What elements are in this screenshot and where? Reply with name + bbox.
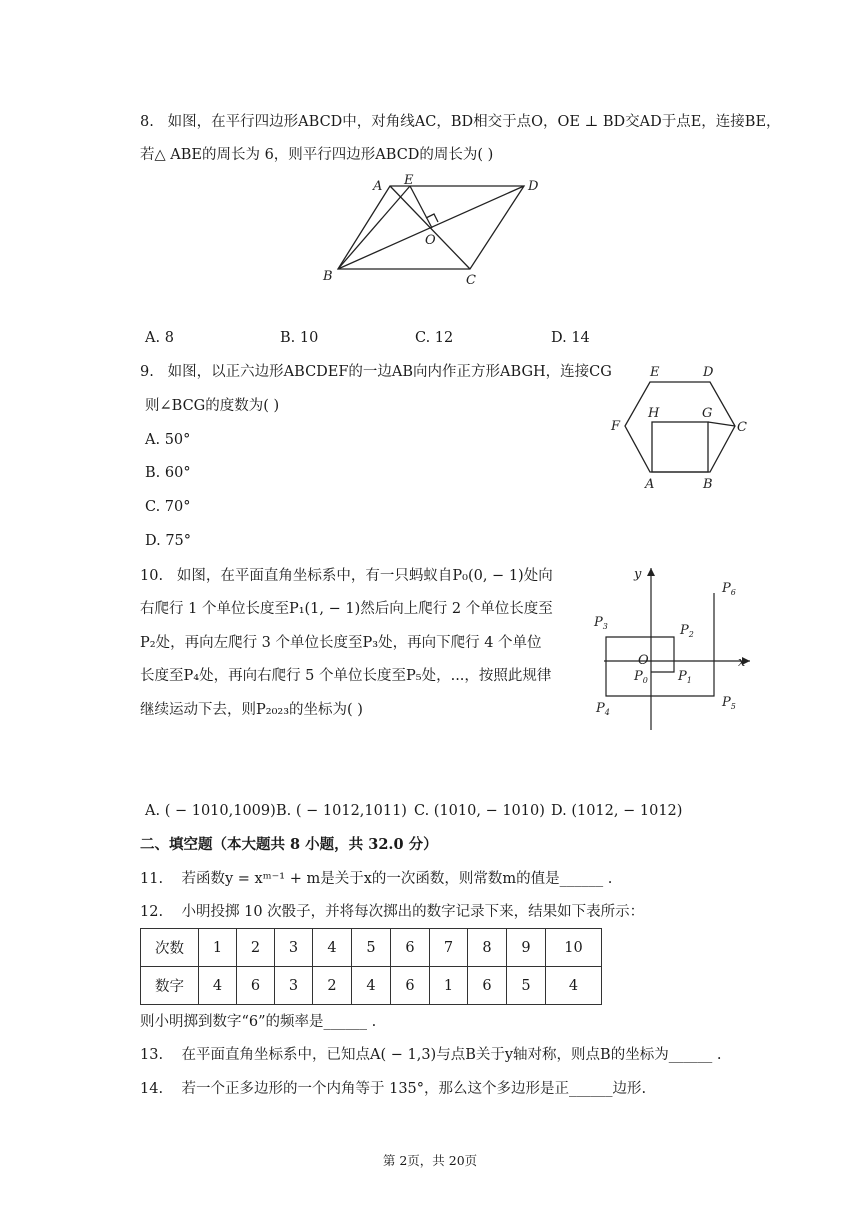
table-cell: 8 bbox=[468, 929, 507, 967]
q10-label-p2: $P_2$ bbox=[680, 623, 694, 639]
q8-line1 bbox=[140, 112, 781, 132]
q8-text-line1: 如图，在平行四边形ABCD中，对角线AC，BD相交于点O，OE ⊥ BD交AD于点E，连接BE， bbox=[167, 114, 781, 130]
q10-label-p6: $P_6$ bbox=[722, 581, 736, 597]
q10-label-p3: $P_3$ bbox=[594, 615, 608, 631]
table-cell: 1 bbox=[430, 967, 468, 1005]
q8-label-o: O bbox=[425, 233, 436, 248]
q10-line5: 继续运动下去，则P₂₀₂₃的坐标为( ) bbox=[140, 702, 363, 718]
table-cell: 6 bbox=[391, 967, 430, 1005]
table-cell: 4 bbox=[352, 967, 391, 1005]
q10-label-p0: $P_0$ bbox=[634, 669, 648, 685]
section-heading: 二、填空题（本大题共 8 小题，共 32.0 分） bbox=[140, 836, 438, 853]
q9-option-a: A. 50° bbox=[145, 432, 191, 448]
q14-line bbox=[140, 1079, 646, 1099]
q9-label-c: C bbox=[737, 420, 747, 435]
q10-label-y: y bbox=[634, 567, 642, 582]
table-cell: 6 bbox=[468, 967, 507, 1005]
table-cell: 4 bbox=[546, 967, 602, 1005]
q10-number: 10. bbox=[140, 568, 164, 584]
table-cell: 6 bbox=[237, 967, 275, 1005]
q9-label-a: A bbox=[645, 477, 655, 492]
table-cell: 3 bbox=[275, 967, 313, 1005]
q8-option-d: D. 14 bbox=[551, 330, 590, 346]
q9-label-h: H bbox=[648, 406, 660, 421]
table-cell: 7 bbox=[430, 929, 468, 967]
q9-option-b: B. 60° bbox=[145, 465, 191, 481]
q10-option-a: A. ( − 1010,1009) bbox=[145, 803, 276, 819]
q8-parallelogram-figure bbox=[318, 172, 548, 290]
table-header-cell: 次数 bbox=[141, 929, 199, 967]
table-cell: 2 bbox=[237, 929, 275, 967]
q10-label-p1: $P_1$ bbox=[678, 669, 692, 685]
q9-label-f: F bbox=[611, 419, 621, 434]
q11-text: 若函数y = xᵐ⁻¹ + m是关于x的一次函数，则常数m的值是______ . bbox=[181, 871, 613, 887]
q14-text: 若一个正多边形的一个内角等于 135°，那么这个多边形是正______边形. bbox=[181, 1081, 647, 1097]
q8-option-a: A. 8 bbox=[145, 330, 174, 346]
q10-label-o: O bbox=[638, 653, 649, 668]
q9-text-line1: 如图，以正六边形ABCDEF的一边AB向内作正方形ABGH，连接CG bbox=[167, 364, 612, 380]
q10-option-b: B. ( − 1012,1011) bbox=[276, 803, 407, 819]
q12-number: 12. bbox=[140, 904, 164, 920]
q8-line2: 若△ ABE的周长为 6，则平行四边形ABCD的周长为( ) bbox=[140, 147, 494, 163]
page-footer: 第 2页，共 20页 bbox=[382, 1153, 478, 1168]
q9-line1 bbox=[140, 362, 612, 382]
q10-option-c: C. (1010, − 1010) bbox=[414, 803, 545, 819]
q11-number: 11. bbox=[140, 871, 164, 887]
q11-line bbox=[140, 869, 612, 889]
table-cell: 1 bbox=[199, 929, 237, 967]
q10-coordinate-figure bbox=[590, 560, 760, 735]
q9-label-d: D bbox=[703, 365, 714, 380]
q8-option-b: B. 10 bbox=[280, 330, 319, 346]
q13-text: 在平面直角坐标系中，已知点A( − 1,3)与点B关于y轴对称，则点B的坐标为______ . bbox=[181, 1047, 722, 1063]
q12-text: 小明投掷 10 次骰子，并将每次掷出的数字记录下来，结果如下表所示： bbox=[181, 904, 645, 920]
q9-label-e: E bbox=[650, 365, 660, 380]
table-cell: 2 bbox=[313, 967, 352, 1005]
q8-label-c: C bbox=[466, 273, 476, 288]
q10-text-line1: 如图，在平面直角坐标系中，有一只蚂蚁自P₀(0, − 1)处向 bbox=[176, 568, 553, 584]
table-cell: 9 bbox=[507, 929, 546, 967]
q12-line bbox=[140, 902, 644, 922]
q10-line4: 长度至P₄处，再向右爬行 5 个单位长度至P₅处，...，按照此规律 bbox=[140, 668, 552, 684]
q10-line3: P₂处，再向左爬行 3 个单位长度至P₃处，再向下爬行 4 个单位 bbox=[140, 635, 542, 651]
q12-after-text: 则小明掷到数字“6”的频率是______ . bbox=[140, 1014, 377, 1030]
table-cell: 4 bbox=[199, 967, 237, 1005]
q9-option-c: C. 70° bbox=[145, 499, 191, 515]
q9-option-d: D. 75° bbox=[145, 533, 192, 549]
q9-number: 9. bbox=[140, 364, 154, 380]
q8-option-c: C. 12 bbox=[415, 330, 454, 346]
table-cell: 6 bbox=[391, 929, 430, 967]
table-row bbox=[141, 929, 602, 967]
table-row bbox=[141, 967, 602, 1005]
table-cell: 5 bbox=[352, 929, 391, 967]
q13-line bbox=[140, 1045, 721, 1065]
q9-label-g: G bbox=[702, 406, 713, 421]
q10-option-d: D. (1012, − 1012) bbox=[551, 803, 683, 819]
q10-label-x: x bbox=[738, 655, 746, 670]
table-cell: 10 bbox=[546, 929, 602, 967]
q8-label-d: D bbox=[528, 179, 539, 194]
q12-frequency-table bbox=[140, 928, 602, 1005]
table-header-cell: 数字 bbox=[141, 967, 199, 1005]
q10-line1 bbox=[140, 566, 553, 586]
table-cell: 3 bbox=[275, 929, 313, 967]
table-cell: 4 bbox=[313, 929, 352, 967]
q9-hexagon-figure bbox=[605, 360, 765, 495]
q8-label-a: A bbox=[373, 179, 383, 194]
q9-label-b: B bbox=[703, 477, 713, 492]
q8-number: 8. bbox=[140, 114, 154, 130]
q10-label-p5: $P_5$ bbox=[722, 695, 736, 711]
q14-number: 14. bbox=[140, 1081, 164, 1097]
q10-label-p4: $P_4$ bbox=[596, 701, 610, 717]
q8-label-b: B bbox=[323, 269, 333, 284]
q13-number: 13. bbox=[140, 1047, 164, 1063]
q9-line2: 则∠BCG的度数为( ) bbox=[145, 398, 280, 414]
q10-line2: 右爬行 1 个单位长度至P₁(1, − 1)然后向上爬行 2 个单位长度至 bbox=[140, 601, 553, 617]
table-cell: 5 bbox=[507, 967, 546, 1005]
q8-label-e: E bbox=[404, 173, 414, 188]
